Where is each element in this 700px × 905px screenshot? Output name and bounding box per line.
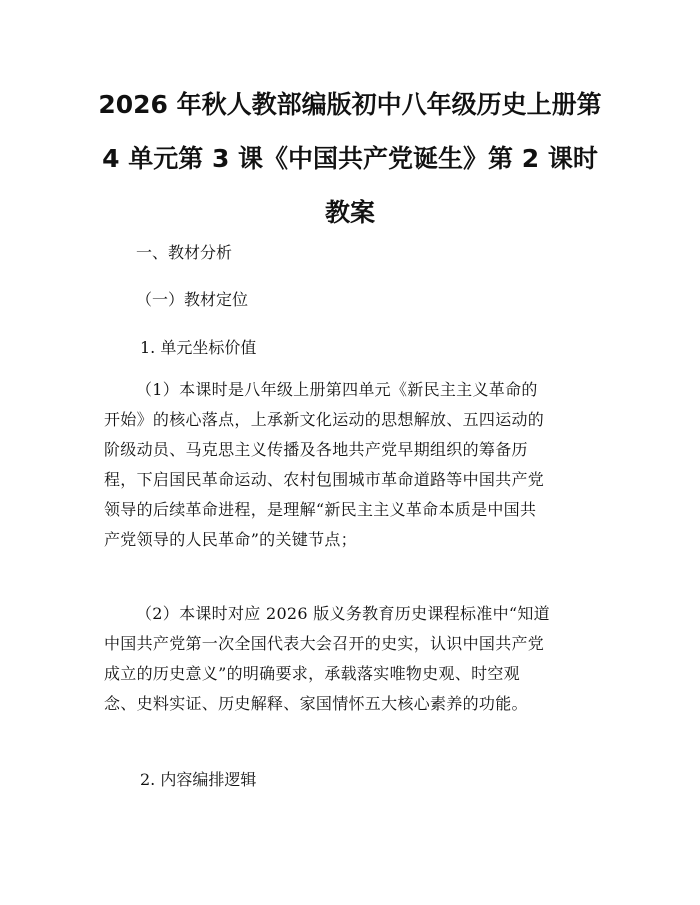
paragraph-1-line: 产党领导的人民革命”的关键节点； [104,530,357,549]
paragraph-2 [104,599,598,719]
paragraph-2-line: 中国共产党第一次全国代表大会召开的史实，认识中国共产党 [104,634,545,653]
item-heading-2: 2. 内容编排逻辑 [140,770,257,789]
paragraph-2-line: 念、史料实证、历史解释、家国情怀五大核心素养的功能。 [104,694,528,713]
paragraph-2-line: （2）本课时对应 2026 版义务教育历史课程标准中“知道 [136,604,550,623]
paragraph-1-line: （1）本课时是八年级上册第四单元《新民主主义革命的 [136,380,538,399]
section-heading-1: 一、教材分析 [136,243,233,262]
paragraph-2-line: 成立的历史意义”的明确要求，承载落实唯物史观、时空观 [104,664,520,683]
title-line-1: 2026 年秋人教部编版初中八年级历史上册第 [98,90,602,119]
title-line-2: 4 单元第 3 课《中国共产党诞生》第 2 课时 [102,144,598,173]
item-heading-1: 1. 单元坐标价值 [140,338,257,357]
paragraph-1-line: 阶级动员、马克思主义传播及各地共产党早期组织的筹备历 [104,440,528,459]
paragraph-1-line: 开始》的核心落点，上承新文化运动的思想解放、五四运动的 [104,410,545,429]
document-title [90,78,610,240]
subsection-heading-1: （一）教材定位 [136,290,249,309]
paragraph-1 [104,375,598,555]
paragraph-1-line: 程，下启国民革命运动、农村包围城市革命道路等中国共产党 [104,470,545,489]
title-line-3: 教案 [324,198,375,227]
paragraph-1-line: 领导的后续革命进程，是理解“新民主主义革命本质是中国共 [104,500,537,519]
